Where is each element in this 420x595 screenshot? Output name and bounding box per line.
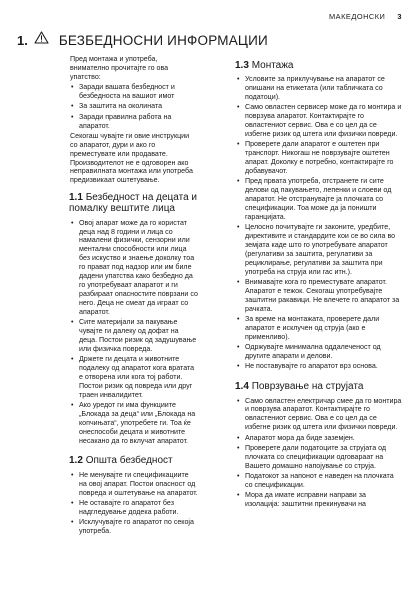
list-item: • Држете ги децата и животните подалеку од апаратот кога вратата е отворена или кога тој работи. Постои ризик од повреда или друг траен инвалидитет. bbox=[70, 355, 198, 400]
subsection-title: Поврзување на струјата bbox=[251, 381, 364, 393]
list-item: • Пред првата употреба, отстранете ги сите делови од пакувањето, лепенки и слоеви од апаратот. Не отстранувајте ја плочката со спецификации. Тоа може да ја поништи гаранцијата. bbox=[236, 177, 402, 222]
subsection-heading-1-1 bbox=[69, 192, 198, 214]
subsection-title: Монтажа bbox=[251, 60, 294, 71]
general-safety-list bbox=[70, 471, 198, 536]
list-item: • Проверете дали податоците за струјата од плочката со спецификации одговараат на Вашето домашно напојување со струја. bbox=[236, 444, 402, 471]
list-item: • Не поставувајте го апаратот врз основа. bbox=[236, 362, 402, 371]
language-label: МАКЕДОНСКИ bbox=[329, 12, 386, 21]
section-number: 1. bbox=[17, 32, 28, 48]
page-number: 3 bbox=[397, 12, 402, 21]
subsection-number: 1.3 bbox=[235, 60, 249, 71]
subsection-heading-1-2 bbox=[69, 455, 198, 466]
list-item: • Апаратот мора да биде заземјен. bbox=[236, 434, 402, 443]
list-item: • Не оставајте го апаратот без надгледување додека работи. bbox=[70, 499, 198, 517]
warning-triangle-icon bbox=[34, 31, 49, 49]
list-item: • Заради вашата безбедност и безбедноста на вашиот имот bbox=[70, 83, 198, 101]
electrical-connection-list bbox=[236, 397, 402, 509]
subsection-number: 1.4 bbox=[235, 381, 249, 393]
subsection-number: 1.1 bbox=[69, 192, 83, 204]
subsection-heading-1-3 bbox=[235, 60, 402, 71]
list-item: • Не менувајте ги спецификациите на овој апарат. Постои опасност од повреда и оштетување на апаратот. bbox=[70, 471, 198, 498]
subsection-number: 1.2 bbox=[69, 455, 83, 467]
list-item: • Ако уредот ги има функциите „Блокада за деца“ или „Блокада на копчињата“, употребете ги. Тоа ќе онеспособи децата и животните несакано да го вклучат апаратот. bbox=[70, 401, 198, 446]
list-item: • Само овластен сервисер може да го монтира и поврзува апаратот. Контактирајте го овластениот сервис. Ова е со цел да се избегне ризик од штета или физички повреди. bbox=[236, 103, 402, 139]
list-item: • Проверете дали апаратот е оштетен при транспорт. Никогаш не поврзувајте оштетен апарат. Доколку е потребно, контактирајте го добавувачот. bbox=[236, 140, 402, 176]
installation-list bbox=[236, 75, 402, 371]
intro-paragraph: Пред монтажа и употреба, внимателно прочитајте го ова упатство: bbox=[70, 55, 169, 81]
list-item: • Мора да имате исправни направи за изолација: заштитни прекинувачи на bbox=[236, 491, 402, 509]
section-title: БЕЗБЕДНОСНИ ИНФОРМАЦИИ bbox=[58, 32, 268, 48]
list-item: • За заштита на околината bbox=[70, 102, 198, 111]
right-column bbox=[236, 55, 402, 510]
list-item: • Овој апарат може да го користат деца над 8 години и лица со намалени физички, сензорни или ментални способности или лица без искуство и знаење доколку тоа го прават под надзор или им биле дадени упатства како безбедно да го употребуваат апаратот и ги разбираат опасностите поврзани со него. Деца не смеат да играат со апаратот. bbox=[70, 219, 198, 317]
subsection-title: Безбедност на децата и помалку вештите лица bbox=[69, 192, 198, 215]
list-item: • Заради правилна работа на апаратот. bbox=[70, 113, 198, 131]
child-safety-list bbox=[70, 219, 198, 446]
list-item: • Исклучувајте го апаратот по секоја употреба. bbox=[70, 518, 198, 536]
list-item: • Целосно почитувајте ги законите, уредбите, директивите и стандардите кои се во сила во земјата каде што го употребувате апаратот (регулативи за заштита, регулативи за рециклирање, регулативи за заштита при употреба на струја или гас итн.). bbox=[236, 223, 402, 276]
list-item: • Условите за приклучување на апаратот се опишани на етикетата (или табличката со податоци). bbox=[236, 75, 402, 102]
subsection-heading-1-4 bbox=[235, 381, 402, 392]
page-header bbox=[329, 12, 402, 21]
list-item: • Внимавајте кога го преместувате апаратот. Апаратот е тежок. Секогаш употребувајте заштитни ракавици. Не влечете го апаратот за рачката. bbox=[236, 278, 402, 314]
intro-list bbox=[70, 83, 198, 130]
list-item: • Одржувајте минимална оддалеченост од другите апарати и делови. bbox=[236, 343, 402, 361]
list-item: • Само овластен електричар смее да го монтира и поврзува апаратот. Контактирајте го овластениот сервис. Ова е со цел да се избегне ризик од штета или физички повреди. bbox=[236, 397, 402, 433]
subsection-title: Општа безбедност bbox=[85, 455, 173, 467]
intro-paragraph: Секогаш чувајте ги овие инструкции со апаратот, дури и ако го преместувате или продавате. bbox=[70, 131, 190, 158]
list-item: • За време на монтажата, проверете дали апаратот е исклучен од струја (ако е применливо). bbox=[236, 315, 402, 342]
left-column bbox=[70, 55, 198, 537]
list-item: • Сите материјали за пакување чувајте ги далеку од дофат на деца. Постои ризик од задушување или физичка повреда. bbox=[70, 318, 198, 354]
section-heading bbox=[17, 31, 268, 49]
intro-paragraph: Производителот не е одговорен ако неправилната монтажа или употреба предизвикаат оштетување. bbox=[70, 158, 193, 185]
list-item: • Податокот за напонот е наведен на плочката со спецификации. bbox=[236, 472, 402, 490]
